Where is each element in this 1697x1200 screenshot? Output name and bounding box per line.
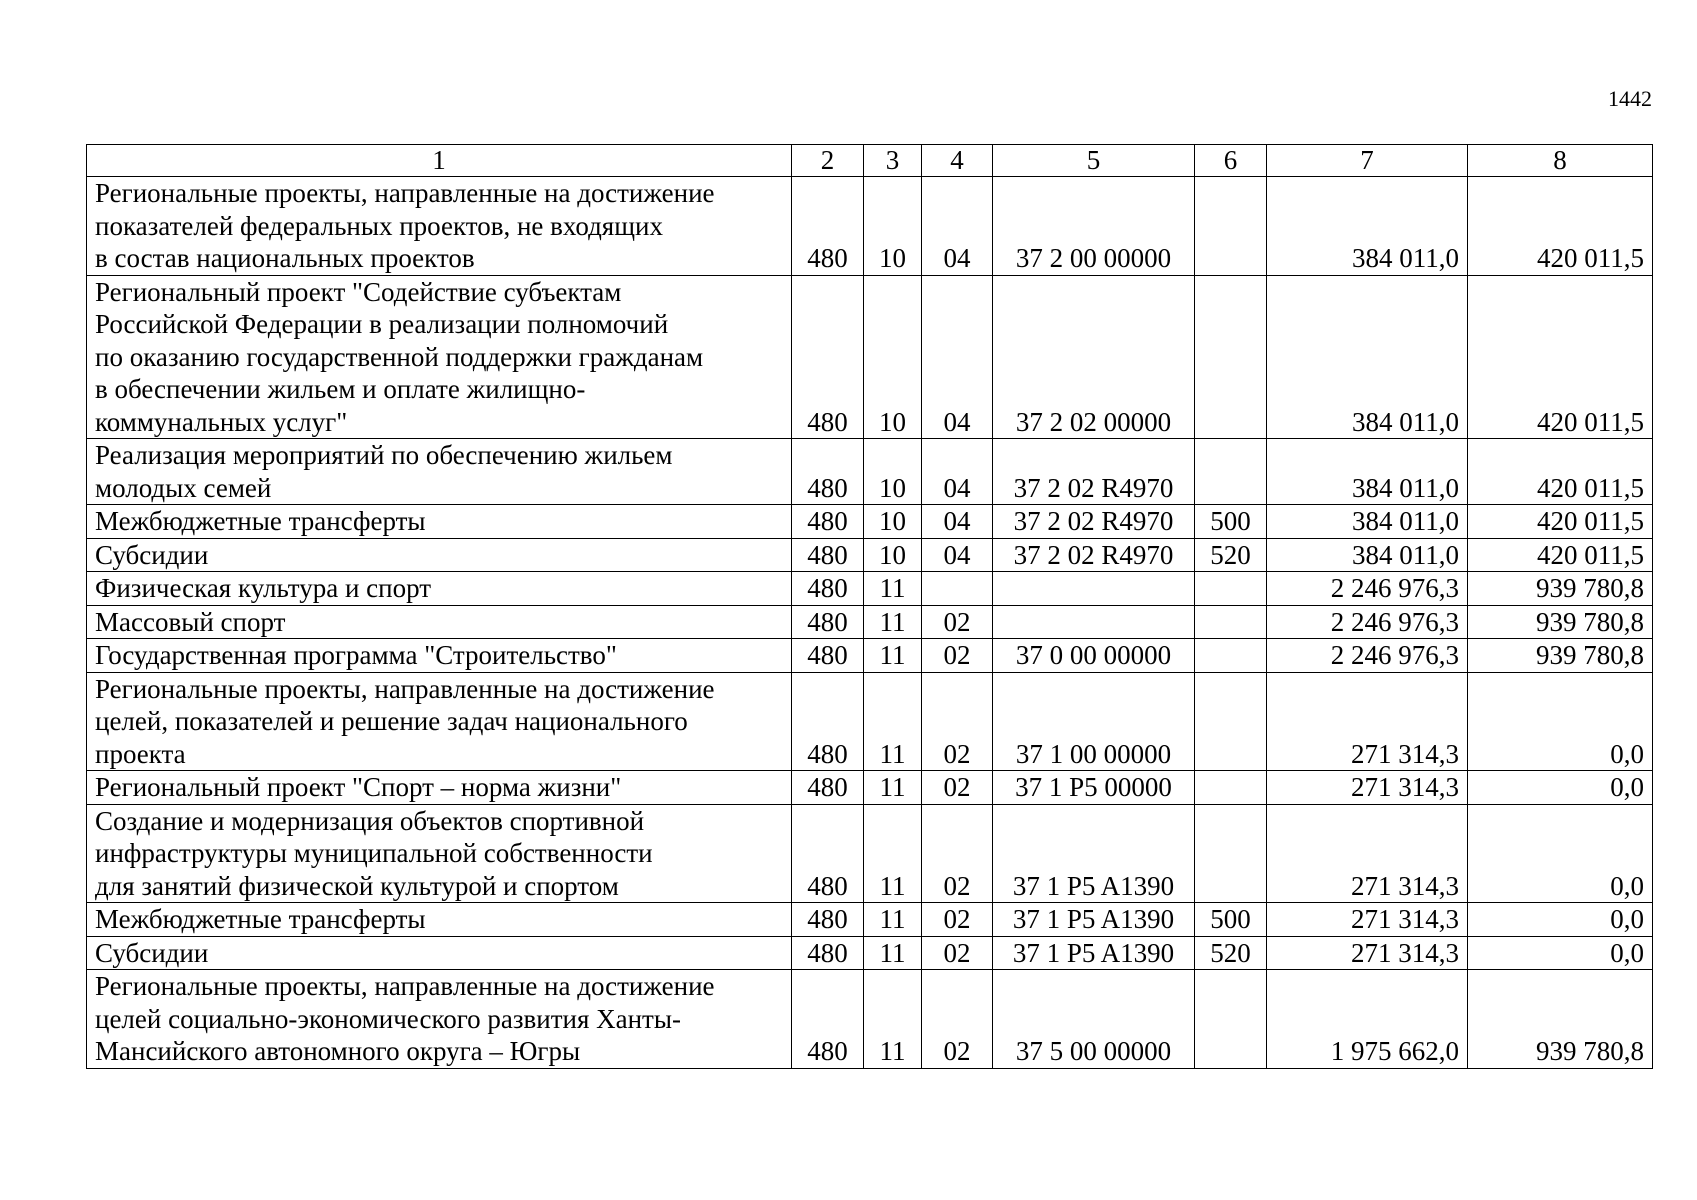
amount-col7-cell: 1 975 662,0 (1267, 970, 1468, 1069)
expense-type-cell (1195, 672, 1267, 771)
target-article-cell (993, 605, 1195, 639)
subsection-code-cell: 02 (922, 936, 993, 970)
section-code-cell: 11 (864, 970, 922, 1069)
chapter-code-cell: 480 (792, 275, 864, 439)
row-name-cell: Региональные проекты, направленные на достижение целей, показателей и решение задач национального проекта (87, 672, 792, 771)
subsection-code-cell: 02 (922, 672, 993, 771)
amount-col7-cell: 2 246 976,3 (1267, 572, 1468, 606)
expense-type-cell (1195, 572, 1267, 606)
section-code-cell: 11 (864, 903, 922, 937)
target-article-cell: 37 1 00 00000 (993, 672, 1195, 771)
amount-col8-cell: 939 780,8 (1468, 970, 1653, 1069)
amount-col8-cell: 0,0 (1468, 903, 1653, 937)
target-article-cell: 37 0 00 00000 (993, 639, 1195, 673)
subsection-code-cell: 04 (922, 538, 993, 572)
row-name-cell: Межбюджетные трансферты (87, 505, 792, 539)
amount-col8-cell: 420 011,5 (1468, 538, 1653, 572)
amount-col8-cell: 939 780,8 (1468, 605, 1653, 639)
expense-type-cell: 520 (1195, 936, 1267, 970)
target-article-cell: 37 2 02 00000 (993, 275, 1195, 439)
amount-col8-cell: 420 011,5 (1468, 439, 1653, 505)
page-number: 1442 (1608, 86, 1652, 111)
expense-type-cell (1195, 275, 1267, 439)
amount-col8-cell: 420 011,5 (1468, 505, 1653, 539)
target-article-cell: 37 1 P5 A1390 (993, 804, 1195, 903)
table-row (87, 605, 1653, 639)
table-row (87, 538, 1653, 572)
column-header: 6 (1195, 145, 1267, 177)
expense-type-cell: 500 (1195, 505, 1267, 539)
amount-col7-cell: 384 011,0 (1267, 505, 1468, 539)
target-article-cell: 37 2 02 R4970 (993, 505, 1195, 539)
chapter-code-cell: 480 (792, 605, 864, 639)
row-name-cell: Государственная программа "Строительство" (87, 639, 792, 673)
column-header: 2 (792, 145, 864, 177)
row-name-cell: Субсидии (87, 538, 792, 572)
chapter-code-cell: 480 (792, 804, 864, 903)
table-row (87, 177, 1653, 276)
row-name-cell: Региональный проект "Содействие субъектам Российской Федерации в реализации полномочий по оказанию государственной поддержки гражданам в обеспечении жильем и оплате жилищно- коммунальных услуг" (87, 275, 792, 439)
subsection-code-cell: 02 (922, 639, 993, 673)
target-article-cell (993, 572, 1195, 606)
expense-type-cell (1195, 771, 1267, 805)
amount-col8-cell: 0,0 (1468, 672, 1653, 771)
amount-col7-cell: 384 011,0 (1267, 538, 1468, 572)
amount-col7-cell: 271 314,3 (1267, 672, 1468, 771)
section-code-cell: 10 (864, 538, 922, 572)
amount-col7-cell: 2 246 976,3 (1267, 639, 1468, 673)
section-code-cell: 10 (864, 177, 922, 276)
expense-type-cell (1195, 605, 1267, 639)
subsection-code-cell: 02 (922, 970, 993, 1069)
expense-type-cell (1195, 639, 1267, 673)
table-row (87, 970, 1653, 1069)
row-name-cell: Реализация мероприятий по обеспечению жильем молодых семей (87, 439, 792, 505)
section-code-cell: 11 (864, 572, 922, 606)
amount-col7-cell: 271 314,3 (1267, 903, 1468, 937)
expense-type-cell (1195, 804, 1267, 903)
section-code-cell: 11 (864, 672, 922, 771)
section-code-cell: 10 (864, 275, 922, 439)
subsection-code-cell (922, 572, 993, 606)
amount-col8-cell: 939 780,8 (1468, 639, 1653, 673)
amount-col7-cell: 271 314,3 (1267, 804, 1468, 903)
subsection-code-cell: 02 (922, 804, 993, 903)
section-code-cell: 11 (864, 771, 922, 805)
subsection-code-cell: 04 (922, 505, 993, 539)
table-header-row (87, 145, 1653, 177)
subsection-code-cell: 04 (922, 275, 993, 439)
table-row (87, 936, 1653, 970)
budget-table (86, 144, 1653, 1069)
subsection-code-cell: 02 (922, 605, 993, 639)
row-name-cell: Межбюджетные трансферты (87, 903, 792, 937)
column-header: 4 (922, 145, 993, 177)
row-name-cell: Региональные проекты, направленные на достижение показателей федеральных проектов, не входящих в состав национальных проектов (87, 177, 792, 276)
row-name-cell: Региональный проект "Спорт – норма жизни" (87, 771, 792, 805)
column-header: 8 (1468, 145, 1653, 177)
column-header: 7 (1267, 145, 1468, 177)
chapter-code-cell: 480 (792, 970, 864, 1069)
subsection-code-cell: 02 (922, 771, 993, 805)
subsection-code-cell: 04 (922, 439, 993, 505)
row-name-cell: Массовый спорт (87, 605, 792, 639)
expense-type-cell: 520 (1195, 538, 1267, 572)
column-header: 5 (993, 145, 1195, 177)
section-code-cell: 10 (864, 505, 922, 539)
row-name-cell: Физическая культура и спорт (87, 572, 792, 606)
target-article-cell: 37 1 P5 00000 (993, 771, 1195, 805)
table-row (87, 639, 1653, 673)
section-code-cell: 11 (864, 639, 922, 673)
row-name-cell: Создание и модернизация объектов спортивной инфраструктуры муниципальной собственности для занятий физической культурой и спортом (87, 804, 792, 903)
amount-col8-cell: 0,0 (1468, 771, 1653, 805)
table-row (87, 672, 1653, 771)
amount-col8-cell: 939 780,8 (1468, 572, 1653, 606)
amount-col8-cell: 420 011,5 (1468, 177, 1653, 276)
expense-type-cell: 500 (1195, 903, 1267, 937)
chapter-code-cell: 480 (792, 439, 864, 505)
chapter-code-cell: 480 (792, 936, 864, 970)
target-article-cell: 37 2 02 R4970 (993, 538, 1195, 572)
table-row (87, 903, 1653, 937)
subsection-code-cell: 04 (922, 177, 993, 276)
table-row (87, 275, 1653, 439)
amount-col7-cell: 271 314,3 (1267, 936, 1468, 970)
row-name-cell: Субсидии (87, 936, 792, 970)
chapter-code-cell: 480 (792, 771, 864, 805)
amount-col8-cell: 0,0 (1468, 936, 1653, 970)
chapter-code-cell: 480 (792, 177, 864, 276)
section-code-cell: 11 (864, 936, 922, 970)
chapter-code-cell: 480 (792, 505, 864, 539)
table-row (87, 572, 1653, 606)
chapter-code-cell: 480 (792, 672, 864, 771)
table-row (87, 439, 1653, 505)
amount-col8-cell: 420 011,5 (1468, 275, 1653, 439)
target-article-cell: 37 2 02 R4970 (993, 439, 1195, 505)
amount-col7-cell: 384 011,0 (1267, 275, 1468, 439)
target-article-cell: 37 5 00 00000 (993, 970, 1195, 1069)
row-name-cell: Региональные проекты, направленные на достижение целей социально-экономического развития Ханты- Мансийского автономного округа – Югры (87, 970, 792, 1069)
section-code-cell: 10 (864, 439, 922, 505)
section-code-cell: 11 (864, 605, 922, 639)
target-article-cell: 37 2 00 00000 (993, 177, 1195, 276)
target-article-cell: 37 1 P5 A1390 (993, 903, 1195, 937)
amount-col7-cell: 271 314,3 (1267, 771, 1468, 805)
expense-type-cell (1195, 439, 1267, 505)
amount-col7-cell: 2 246 976,3 (1267, 605, 1468, 639)
table-row (87, 505, 1653, 539)
expense-type-cell (1195, 970, 1267, 1069)
expense-type-cell (1195, 177, 1267, 276)
amount-col7-cell: 384 011,0 (1267, 177, 1468, 276)
column-header: 1 (87, 145, 792, 177)
table-row (87, 804, 1653, 903)
chapter-code-cell: 480 (792, 538, 864, 572)
chapter-code-cell: 480 (792, 639, 864, 673)
column-header: 3 (864, 145, 922, 177)
table-row (87, 771, 1653, 805)
chapter-code-cell: 480 (792, 903, 864, 937)
amount-col7-cell: 384 011,0 (1267, 439, 1468, 505)
chapter-code-cell: 480 (792, 572, 864, 606)
target-article-cell: 37 1 P5 A1390 (993, 936, 1195, 970)
section-code-cell: 11 (864, 804, 922, 903)
amount-col8-cell: 0,0 (1468, 804, 1653, 903)
subsection-code-cell: 02 (922, 903, 993, 937)
